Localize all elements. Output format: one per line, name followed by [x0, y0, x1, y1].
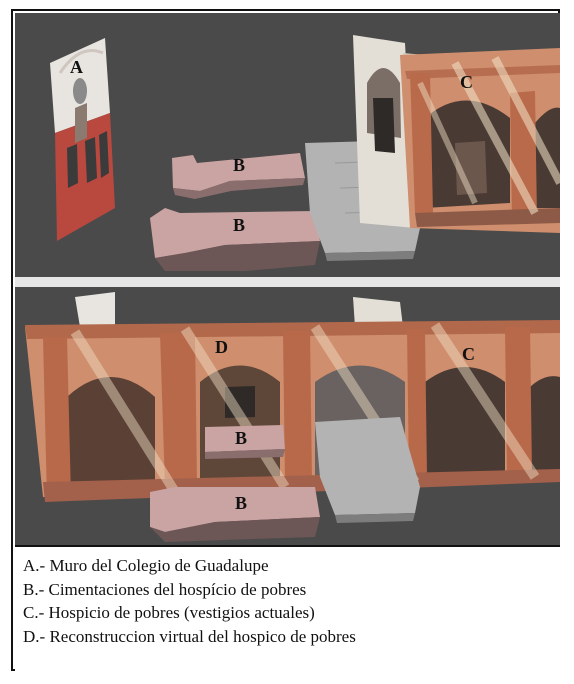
label-b2: B: [233, 215, 246, 235]
label-b1-bottom: B: [235, 428, 248, 448]
arcade-c: [400, 48, 560, 233]
arcade-reconstruction: [25, 320, 560, 502]
label-c: C: [460, 72, 473, 92]
label-c-bottom: C: [462, 344, 475, 364]
legend-item-b: B.- Cimentaciones del hospício de pobres: [23, 579, 307, 599]
figure-frame: [11, 9, 560, 671]
top-scene: [15, 13, 560, 277]
figure-legend: [15, 545, 560, 671]
legend-item-d: D.- Reconstruccion virtual del hospico de pobres: [23, 626, 356, 646]
bottom-panel-virtual-reconstruction: [15, 287, 560, 545]
label-a: A: [70, 57, 83, 77]
walkway-visible: [315, 417, 420, 523]
top-panel-3d-scan: [15, 13, 560, 277]
bottom-scene: [15, 287, 560, 545]
legend-item-c: C.- Hospicio de pobres (vestigios actuales): [23, 603, 315, 622]
label-b1: B: [233, 155, 246, 175]
wall-a-peek: [75, 292, 115, 327]
label-b2-bottom: B: [235, 493, 248, 513]
panel-divider: [15, 277, 560, 287]
label-d: D: [215, 337, 228, 357]
legend-item-a: A.- Muro del Colegio de Guadalupe: [23, 556, 269, 575]
